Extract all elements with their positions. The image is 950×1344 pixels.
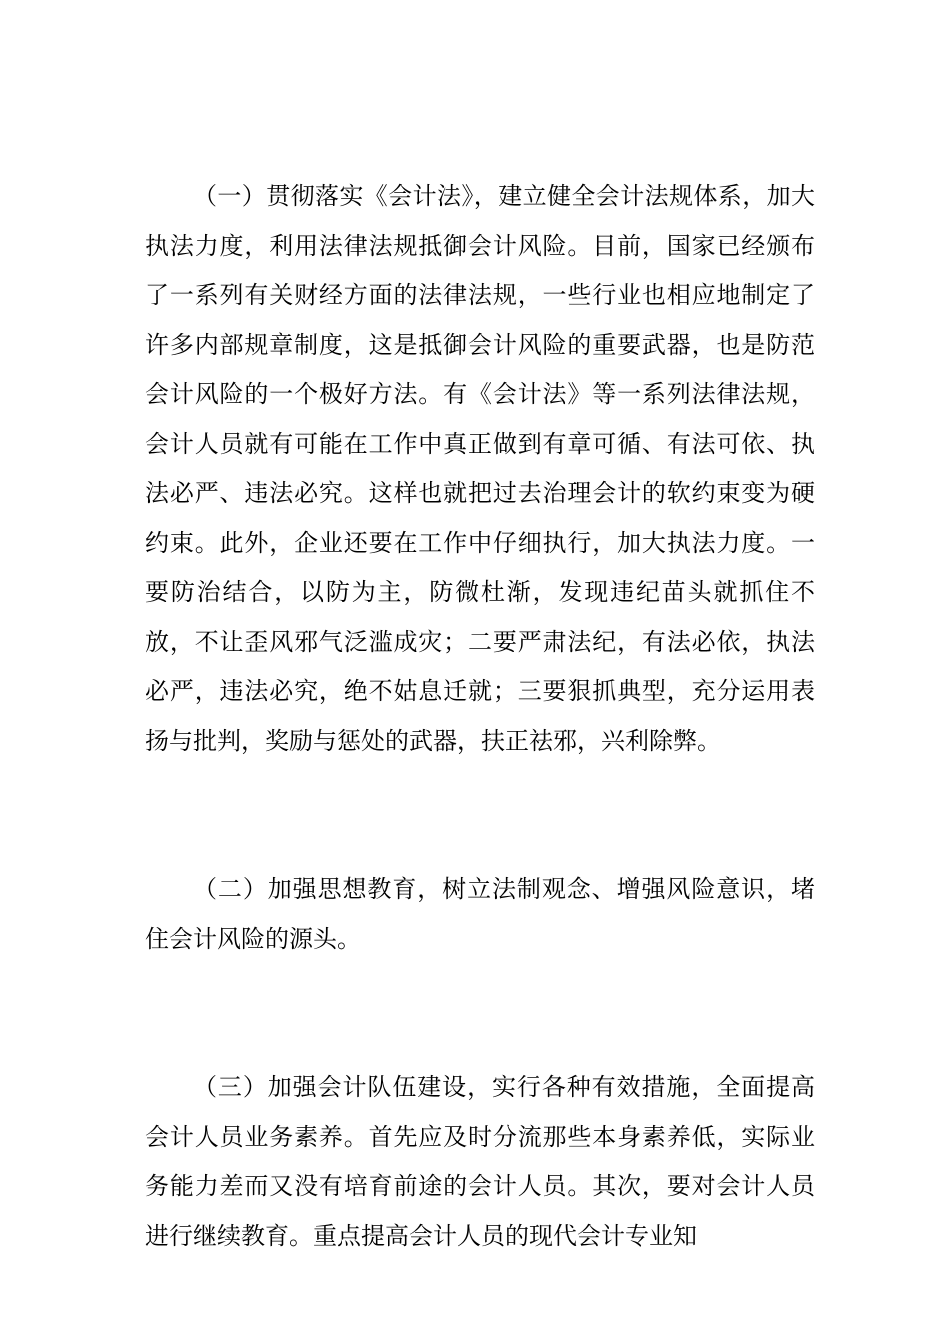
- paragraph-team-building: （三）加强会计队伍建设，实行各种有效措施，全面提高会计人员业务素养。首先应及时分流那些本身素养低，实际业务能力差而又没有培育前途的会计人员。其次，要对会计人员进行继续教育。重点提高会计人员的现代会计专业知: [145, 1073, 815, 1250]
- document-page: [145, 172, 815, 1261]
- paragraph-law-enforcement: （一）贯彻落实《会计法》，建立健全会计法规体系，加大执法力度，利用法律法规抵御会计风险。目前，国家已经颁布了一系列有关财经方面的法律法规，一些行业也相应地制定了许多内部规章制度，这是抵御会计风险的重要武器，也是防范会计风险的一个极好方法。有《会计法》等一系列法律法规，会计人员就有可能在工作中真正做到有章可循、有法可依、执法必严、违法必究。这样也就把过去治理会计的软约束变为硬约束。此外，企业还要在工作中仔细执行，加大执法力度。一要防治结合，以防为主，防微杜渐，发现违纪苗头就抓住不放，不让歪风邪气泛滥成灾；二要严肃法纪，有法必依，执法必严，违法必究，绝不姑息迁就；三要狠抓典型，充分运用表扬与批判，奖励与惩处的武器，扶正祛邪，兴利除弊。: [145, 182, 815, 755]
- paragraph-ideological-education: （二）加强思想教育，树立法制观念、增强风险意识，堵住会计风险的源头。: [145, 875, 815, 953]
